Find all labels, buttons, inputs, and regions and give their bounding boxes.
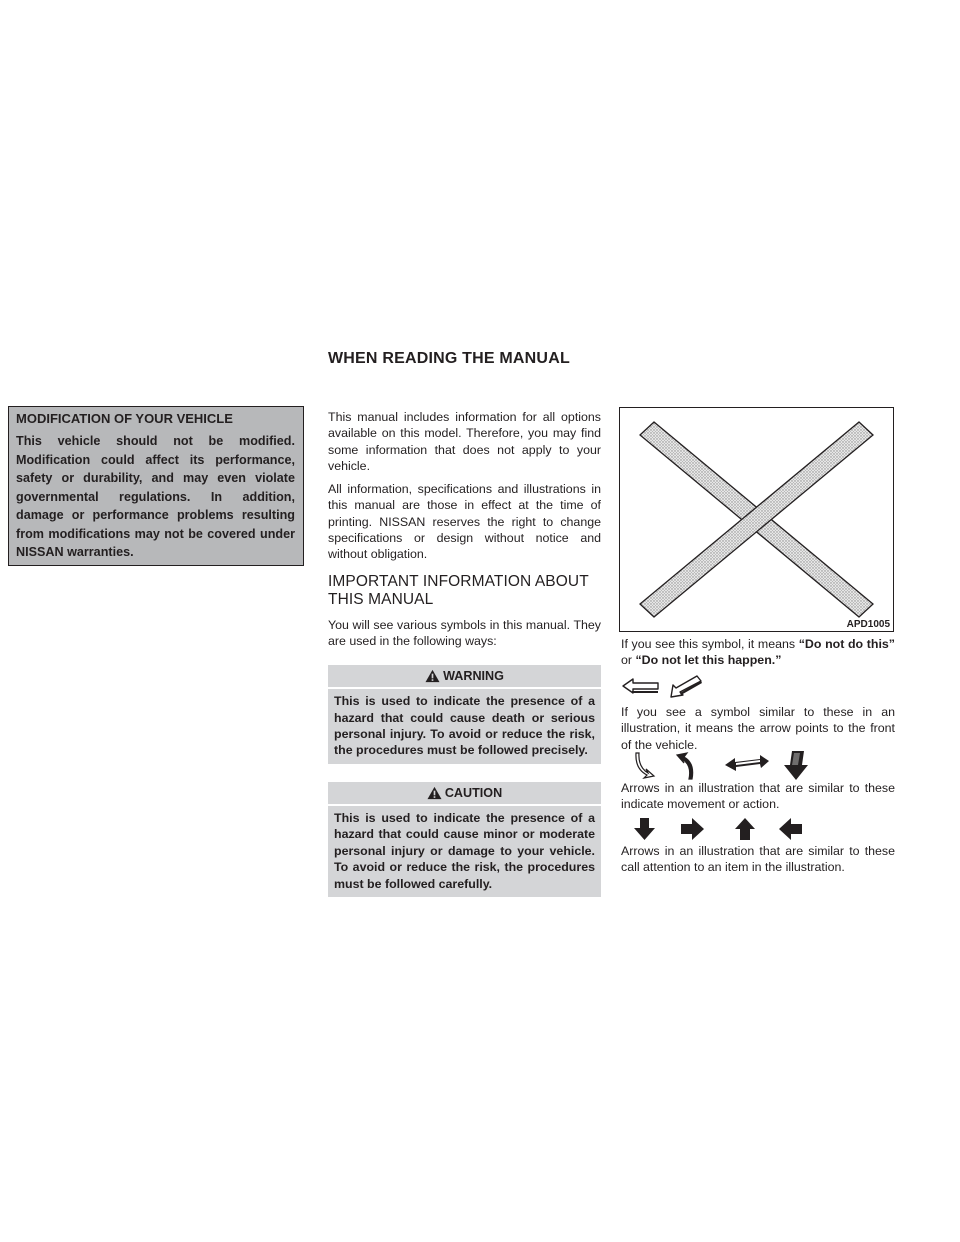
warning-triangle-icon <box>425 669 440 683</box>
modification-notice-box <box>8 406 304 566</box>
important-info-heading: IMPORTANT INFORMATION ABOUT THIS MANUAL <box>328 572 589 608</box>
modification-heading: MODIFICATION OF YOUR VEHICLE <box>16 411 233 426</box>
movement-text: Arrows in an illustration that are similar to these indicate movement or action. <box>621 781 895 812</box>
section-title: WHEN READING THE MANUAL <box>328 350 570 367</box>
front-arrow-text: If you see a symbol similar to these in an illustration, it means the arrow points to the front of the vehicle. <box>621 705 895 752</box>
arrow-right-icon <box>681 818 704 840</box>
modification-text: This vehicle should not be modified. Modification could affect its performance, safety or durability, and may even violate governmental regulations. In addition, damage or performance problems resulting from modifications may not be covered under NISSAN warranties. <box>16 434 295 559</box>
warning-label: WARNING <box>443 669 504 684</box>
symbols-intro-paragraph: You will see various symbols in this manual. They are used in the following ways: <box>328 617 601 648</box>
figure-code: APD1005 <box>846 619 890 630</box>
front-arrow-icons <box>621 674 711 700</box>
movement-arrow-icons <box>632 751 812 781</box>
double-headed-arrow-icon <box>725 755 769 771</box>
attention-description <box>621 843 895 876</box>
caution-triangle-icon <box>427 786 442 800</box>
curved-arrow-down-icon <box>636 753 654 778</box>
front-arrow-diagonal-icon <box>671 676 702 697</box>
front-arrow-description <box>621 704 895 753</box>
symbol-text-prefix: If you see this symbol, it means <box>621 637 799 651</box>
caution-text: This is used to indicate the presence of a hazard that could cause minor or moderate personal injury or damage to your vehicle. To avoid or reduce the risk, the procedures must be followed carefully. <box>328 806 601 897</box>
do-not-let-this-happen: “Do not let this happen.” <box>635 653 782 668</box>
manual-info-column <box>328 409 601 897</box>
symbol-text-or: or <box>621 653 636 668</box>
specifications-paragraph: All information, specifications and illustrations in this manual are those in effect at the time of printing. NISSAN reserves the right to change specifications or design without notice and without obligation. <box>328 482 601 562</box>
front-arrow-left-icon <box>623 679 658 693</box>
options-paragraph: This manual includes information for all options available on this model. Therefore, you may find some information that does not apply to your vehicle. <box>328 410 601 473</box>
do-not-symbol-figure <box>619 407 894 632</box>
curved-arrow-up-icon <box>677 753 693 779</box>
warning-header <box>328 665 601 687</box>
caution-label: CAUTION <box>444 785 503 800</box>
attention-text: Arrows in an illustration that are similar to these call attention to an item in the illustration. <box>621 844 895 875</box>
arrow-down-icon <box>634 818 655 840</box>
arrow-left-icon <box>779 818 802 840</box>
warning-text: This is used to indicate the presence of a hazard that could cause death or serious personal injury. To avoid or reduce the risk, the procedures must be followed precisely. <box>328 689 601 764</box>
do-not-do-this: “Do not do this” <box>798 637 895 651</box>
twisted-arrow-down-icon <box>784 751 808 780</box>
caution-header <box>328 782 601 804</box>
x-cross-icon <box>620 408 893 631</box>
attention-arrow-icons <box>634 817 809 841</box>
arrow-up-icon <box>735 818 755 840</box>
do-not-symbol-text <box>621 636 895 669</box>
movement-description <box>621 780 895 813</box>
